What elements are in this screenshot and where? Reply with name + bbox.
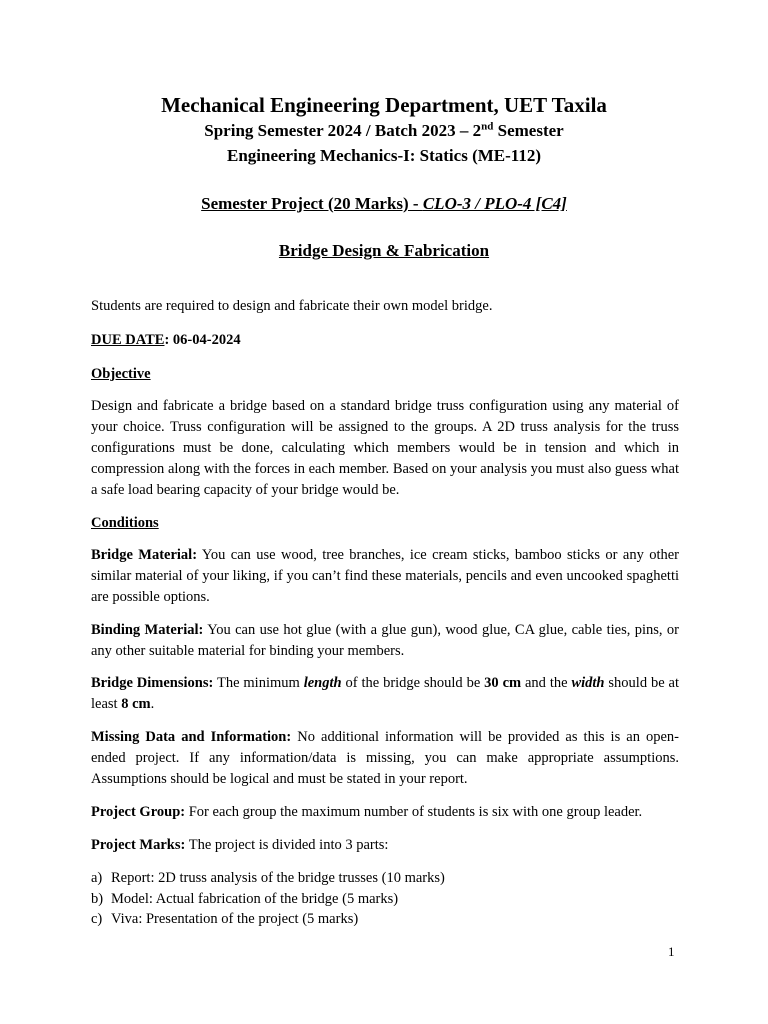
semester-line: Spring Semester 2024 / Batch 2023 – 2nd Semester [204,120,564,140]
objective-heading: Objective [91,366,151,382]
due-date: DUE DATE: 06-04-2024 [91,332,241,348]
bridge-material-paragraph: Bridge Material: You can use wood, tree branches, ice cream sticks, bamboo sticks or any other similar material of your liking, if you can’t find these materials, pencils and even uncooked spaghetti are possible options. [91,547,679,605]
project-line: Semester Project (20 Marks) - CLO-3 / PLO-4 [C4] [201,194,567,213]
project-marks-paragraph: Project Marks: The project is divided into 3 parts: [91,837,389,853]
marks-list [91,868,679,930]
missing-data-paragraph: Missing Data and Information: No additional information will be provided as this is an open-ended project. If any information/data is missing, you can make appropriate assumptions. Assumptions should be logical and must be stated in your report. [91,729,679,787]
binding-material-paragraph: Binding Material: You can use hot glue (with a glue gun), wood glue, CA glue, cable ties, pins, or any other suitable material for binding your members. [91,622,679,659]
intro-paragraph: Students are required to design and fabricate their own model bridge. [91,298,493,314]
course-line: Engineering Mechanics-I: Statics (ME-112) [227,146,541,165]
conditions-heading: Conditions [91,515,159,531]
project-group-paragraph: Project Group: For each group the maximum number of students is six with one group leader. [91,804,643,820]
list-item: b) Model: Actual fabrication of the bridge (5 marks) [91,890,399,907]
list-item: a) Report: 2D truss analysis of the bridge trusses (10 marks) [91,870,445,886]
list-item: c) Viva: Presentation of the project (5 marks) [91,911,359,927]
project-title: Bridge Design & Fabrication [278,241,490,260]
objective-text: Design and fabricate a bridge based on a standard bridge truss configuration using any material of your choice. Truss configuration will be assigned to the groups. A 2D truss analysis for the truss configurations must be done, calculating which members would be in tension and which in compression along with the forces in each member. Based on your analysis you must also guess what a safe load bearing capacity of your bridge would be. [91,398,679,498]
bridge-dimensions-paragraph: Bridge Dimensions: The minimum length of the bridge should be 30 cm and the width should be at least 8 cm. [91,675,680,712]
page-number: 1 [668,944,675,959]
department-title: Mechanical Engineering Department, UET Taxila [161,93,607,117]
